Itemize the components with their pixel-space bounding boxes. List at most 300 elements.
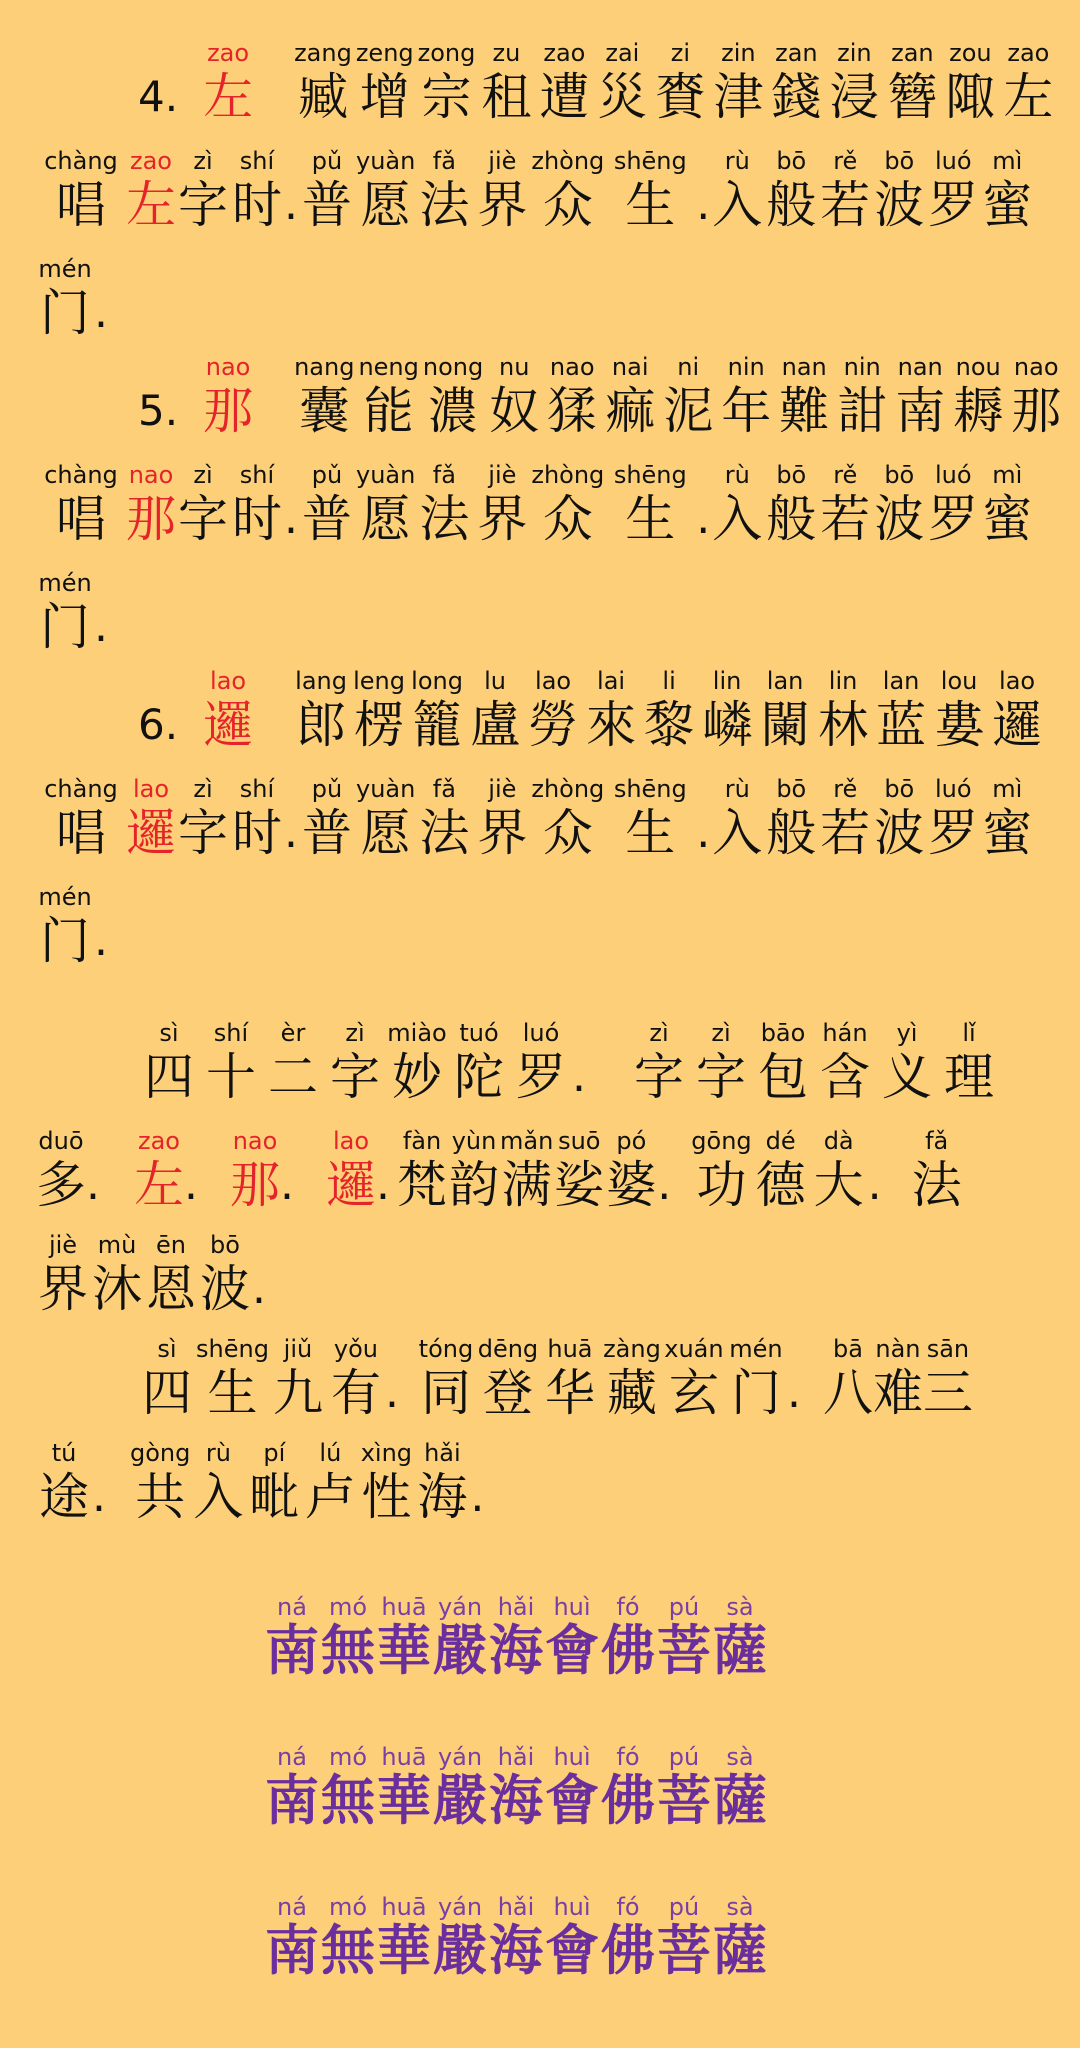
character-cell [893,352,947,440]
pinyin-annotation: mǎn [500,1127,554,1155]
pinyin-annotation: pǔ [311,147,343,175]
pinyin-annotation: zong [417,39,476,67]
punctuation-dot [696,804,710,862]
hanzi-character: 會 [545,1769,599,1832]
verse-line [36,460,1034,548]
hanzi-character: 痲 [605,382,656,440]
pinyin-annotation: shēng [613,461,687,489]
character-cell [605,1126,657,1214]
pinyin-annotation: lan [766,667,804,695]
character-cell [872,146,926,234]
hanzi-character: 蜜 [982,176,1033,234]
punctuation-dot [376,1156,390,1214]
character-cell [710,146,764,234]
character-cell [356,774,415,862]
pinyin-annotation: luó [935,147,972,175]
pinyin-annotation: huā [547,1335,593,1363]
pinyin-annotation: lang [295,667,347,695]
character-cell [926,460,980,548]
pinyin-annotation: zao [1007,39,1050,67]
hanzi-character: 嚴 [433,1919,487,1982]
dot-text: . [867,1159,882,1210]
character-cell [356,460,415,548]
pinyin-annotation: sì [159,1019,179,1047]
pinyin-annotation: lao [332,1127,370,1155]
character-cell [432,1592,488,1680]
hanzi-character: 猱 [547,382,598,440]
pinyin-annotation: sì [157,1335,177,1363]
punctuation-dot [696,176,710,234]
character-cell [600,1892,656,1980]
highlight-character [134,1126,184,1214]
pinyin-annotation: shēng [196,1335,269,1363]
character-cell [604,146,696,234]
hanzi-character: 界 [38,1260,88,1318]
hanzi-character: 嚴 [433,1769,487,1832]
character-cell [656,1742,712,1830]
hanzi-character: 奴 [489,382,540,440]
pinyin-annotation: nin [727,353,765,381]
hanzi-character: 婁 [934,696,985,754]
character-cell [752,1018,814,1106]
pinyin-annotation: li [662,667,676,695]
character-cell [600,1742,656,1830]
verse-line [36,774,1034,862]
pinyin-annotation: xuán [664,1335,724,1363]
pinyin-annotation: duō [38,1127,84,1155]
highlight-character [126,774,176,862]
character-cell [264,1592,320,1680]
character-cell [544,1892,600,1980]
pinyin-annotation: nu [499,353,530,381]
hanzi-character: 入 [712,490,763,548]
pinyin-annotation: yì [896,1019,918,1047]
character-cell [488,1892,544,1980]
character-cell [130,1438,190,1526]
hanzi-character: 愿 [360,490,411,548]
character-cell [764,774,818,862]
pinyin-annotation: mó [328,1743,368,1771]
pinyin-annotation: lao [210,667,247,695]
pinyin-annotation: nàn [875,1335,921,1363]
character-cell [396,1126,448,1214]
hanzi-character: 宗 [421,68,472,126]
pinyin-annotation: nao [128,461,174,489]
character-cell [653,38,707,126]
hanzi-character: 波 [874,490,925,548]
character-cell [873,1334,923,1422]
character-cell [200,1018,262,1106]
pinyin-annotation: zao [207,39,250,67]
hanzi-character: 途 [39,1468,89,1526]
pinyin-annotation: zang [294,39,352,67]
hanzi-character: 林 [818,696,869,754]
character-cell [90,1230,144,1318]
character-cell [264,1892,320,1980]
namo-invocation-line [264,1742,768,1830]
hanzi-character: 南 [265,1769,319,1832]
pinyin-annotation: lin [712,667,742,695]
section-number [138,696,178,754]
character-cell [932,666,986,754]
character-cell [923,1334,973,1422]
pinyin-annotation: lin [828,667,858,695]
pinyin-annotation: mì [992,461,1023,489]
verse-line [36,568,108,656]
hanzi-character: 年 [721,382,772,440]
character-cell [376,1742,432,1830]
section-number [138,68,178,126]
character-cell [926,774,980,862]
hanzi-character: 遭 [539,68,590,126]
hanzi-character: 生 [625,804,676,862]
hanzi-character: 难 [872,1364,923,1422]
hanzi-character: 般 [766,176,817,234]
hanzi-character: 薩 [713,1769,767,1832]
character-cell [553,1126,605,1214]
character-cell [477,1334,539,1422]
character-cell [138,1018,200,1106]
character-cell [473,146,531,234]
hanzi-character: 蜜 [982,804,1033,862]
character-cell [526,666,580,754]
hanzi-character: 闌 [760,696,811,754]
character-cell [874,666,928,754]
dot-text: . [786,1367,801,1418]
dot-text: . [92,1471,106,1522]
hanzi-character: 華 [377,1919,431,1982]
pinyin-annotation: lú [319,1439,342,1467]
namo-invocation-line [264,1892,768,1980]
pinyin-annotation: fǎ [432,461,456,489]
character-cell [531,774,604,862]
verse-line [36,1126,966,1214]
verse-line [138,352,1063,440]
verse-line [138,1018,1000,1106]
pinyin-annotation: zàng [603,1335,661,1363]
highlight-character [126,460,176,548]
pinyin-annotation: luó [935,775,972,803]
hanzi-character: 唱 [56,804,106,862]
character-cell [710,774,764,862]
pinyin-annotation: chàng [44,775,118,803]
hanzi-character: 愿 [360,176,411,234]
hanzi-character: 生 [207,1364,258,1422]
hanzi-character: 菩 [657,1769,711,1832]
punctuation-dot [657,1156,671,1214]
character-cell [758,666,812,754]
hanzi-character: 八 [822,1364,873,1422]
punctuation-dot [696,490,710,548]
character-cell [36,254,94,342]
hanzi-character: 海 [489,1619,543,1682]
character-cell [302,1438,358,1526]
hanzi-character: 佛 [601,1769,655,1832]
hanzi-character: 婆 [606,1156,657,1214]
character-cell [885,38,939,126]
character-cell [691,1126,751,1214]
hanzi-character: 唱 [56,490,106,548]
pinyin-annotation: gōng [691,1127,752,1155]
highlight-character [192,38,264,126]
character-cell [926,146,980,234]
character-cell [661,352,715,440]
pinyin-annotation: leng [353,667,406,695]
pinyin-annotation: zan [891,39,934,67]
hanzi-character: 同 [420,1364,471,1422]
hanzi-character: 唱 [56,176,106,234]
pinyin-annotation: nao [1013,353,1059,381]
pinyin-annotation: zhòng [531,461,605,489]
character-cell [712,1892,768,1980]
character-cell [468,666,522,754]
hanzi-character: 無 [321,1919,375,1982]
character-cell [298,460,356,548]
pinyin-annotation: bō [884,775,915,803]
hanzi-character: 難 [779,382,830,440]
hanzi-character: 蜜 [982,490,1033,548]
hanzi-character: 錢 [771,68,822,126]
hanzi-character: 華 [377,1619,431,1682]
pinyin-annotation: hǎi [497,1593,535,1621]
hanzi-character: 無 [321,1769,375,1832]
pinyin-annotation: hǎi [497,1893,535,1921]
pinyin-annotation: pó [616,1127,647,1155]
character-cell [980,460,1034,548]
pinyin-annotation: zhòng [531,147,605,175]
pinyin-annotation: rù [724,461,750,489]
character-cell [176,460,230,548]
hanzi-character: 入 [193,1468,244,1526]
hanzi-character: 華 [377,1769,431,1832]
pinyin-annotation: fó [616,1893,640,1921]
character-cell [584,666,638,754]
verse-line [36,254,108,342]
character-cell [544,1742,600,1830]
pinyin-annotation: dēng [477,1335,539,1363]
pinyin-annotation: yán [437,1593,483,1621]
hanzi-character: 众 [542,176,593,234]
character-cell [324,1018,386,1106]
dot-text: . [284,179,298,230]
punctuation-dot [184,1156,198,1214]
hanzi-character: 四 [142,1364,192,1422]
section-number [138,382,178,440]
pinyin-annotation: fǎ [925,1127,949,1155]
pinyin-annotation: mù [97,1231,137,1259]
pinyin-annotation: jiè [488,461,517,489]
character-cell [36,568,94,656]
hanzi-character: 有 [330,1364,381,1422]
character-cell [376,1892,432,1980]
pinyin-annotation: lao [535,667,572,695]
character-cell [298,774,356,862]
verse-line [138,38,1055,126]
character-cell [908,1126,966,1214]
hanzi-character: 四 [144,1048,194,1106]
pinyin-annotation: lu [484,667,507,695]
hanzi-character: 濃 [428,382,479,440]
pinyin-annotation: zì [345,1019,365,1047]
pinyin-annotation: fó [616,1593,640,1621]
hanzi-character: 那 [1011,382,1062,440]
hanzi-character: 南 [895,382,946,440]
pinyin-annotation: long [411,667,463,695]
dot-text: . [86,1159,100,1210]
pinyin-annotation: shí [239,461,275,489]
hanzi-character: 浸 [829,68,880,126]
hanzi-character: 般 [766,804,817,862]
character-cell [294,38,352,126]
hanzi-character: 那 [126,490,176,548]
namo-invocation-line [264,1592,768,1680]
pinyin-annotation: lǐ [962,1019,976,1047]
pinyin-annotation: neng [358,353,419,381]
pinyin-annotation: nao [205,353,251,381]
hanzi-character: 娑 [554,1156,605,1214]
pinyin-annotation: jiè [48,1231,78,1259]
dot-text: . [572,1051,586,1102]
hanzi-character: 毗 [249,1468,300,1526]
hanzi-character: 波 [874,176,925,234]
character-cell [814,1018,876,1106]
hanzi-character: 字 [330,1048,380,1106]
pinyin-annotation: nao [232,1127,278,1155]
hanzi-character: 薩 [713,1919,767,1982]
hanzi-character: 普 [302,804,352,862]
pinyin-annotation: nan [897,353,943,381]
character-cell [539,1334,601,1422]
pinyin-annotation: yuàn [356,147,416,175]
dot-text: . [470,1471,485,1522]
pinyin-annotation: ēn [156,1231,186,1259]
pinyin-annotation: yán [437,1743,483,1771]
hanzi-character: 那 [230,1156,280,1214]
hanzi-character: 妙 [392,1048,442,1106]
pinyin-annotation: dé [765,1127,796,1155]
hanzi-character: 普 [302,176,352,234]
hanzi-character: 字 [178,490,228,548]
pinyin-annotation: lao [999,667,1036,695]
pinyin-annotation: miào [387,1019,447,1047]
hanzi-character: 津 [713,68,764,126]
hanzi-character: 邏 [126,804,176,862]
dot-text: . [384,1367,399,1418]
hanzi-character: 會 [545,1919,599,1982]
hanzi-character: 字 [696,1048,746,1106]
pinyin-annotation: shí [239,147,275,175]
hanzi-character: 波 [200,1260,250,1318]
pinyin-annotation: tóng [418,1335,474,1363]
pinyin-annotation: zin [837,39,872,67]
character-cell [835,352,889,440]
section-number-text: 6. [138,700,179,749]
hanzi-character: 臧 [297,68,348,126]
hanzi-character: 南 [265,1619,319,1682]
pinyin-annotation: zi [670,39,690,67]
hanzi-character: 门 [40,912,90,970]
hanzi-character: 左 [134,1156,184,1214]
character-cell [190,1438,246,1526]
character-cell [356,38,414,126]
hanzi-character: 众 [542,490,593,548]
character-cell [980,774,1034,862]
character-cell [138,1334,196,1422]
character-cell [320,1592,376,1680]
hanzi-character: 簪 [887,68,938,126]
character-cell [663,1334,725,1422]
pinyin-annotation: zai [605,39,640,67]
hanzi-character: 字 [178,804,228,862]
character-cell [36,146,126,234]
hanzi-character: 时 [232,490,282,548]
hanzi-character: 时 [232,176,282,234]
character-cell [510,1018,572,1106]
character-cell [320,1742,376,1830]
hanzi-character: 左 [203,68,254,126]
character-cell [144,1230,198,1318]
character-cell [725,1334,787,1422]
character-cell [479,38,533,126]
character-cell [415,460,473,548]
character-cell [36,774,126,862]
pinyin-annotation: gòng [130,1439,191,1467]
hanzi-character: 災 [597,68,648,126]
character-cell [358,1438,414,1526]
pinyin-annotation: nan [781,353,827,381]
dot-text: . [184,1159,198,1210]
character-cell [358,352,418,440]
dot-text: . [376,1159,390,1210]
verse-line [36,1438,484,1526]
hanzi-character: 罗 [928,490,979,548]
pinyin-annotation: jiè [488,147,517,175]
pinyin-annotation: zan [775,39,818,67]
hanzi-character: 法 [911,1156,962,1214]
hanzi-character: 薩 [713,1619,767,1682]
pinyin-annotation: shí [213,1019,249,1047]
character-cell [601,1334,663,1422]
pinyin-annotation: pí [263,1439,286,1467]
hanzi-character: 詌 [837,382,888,440]
pinyin-annotation: fǎ [432,775,456,803]
hanzi-character: 增 [359,68,410,126]
punctuation-dot [92,1468,106,1526]
dot-text: . [696,179,711,230]
pinyin-annotation: bō [884,461,915,489]
hanzi-character: 界 [477,176,528,234]
pinyin-annotation: èr [280,1019,306,1047]
verse-line [36,1230,266,1318]
pinyin-annotation: zin [721,39,756,67]
character-cell [872,774,926,862]
character-cell [414,1438,470,1526]
hanzi-character: 理 [944,1048,994,1106]
pinyin-annotation: pú [668,1593,700,1621]
pinyin-annotation: shí [239,775,275,803]
character-cell [700,666,754,754]
character-cell [294,666,348,754]
punctuation-dot [284,176,298,234]
character-cell [432,1742,488,1830]
hanzi-character: 众 [542,804,593,862]
verse-line [138,1334,973,1422]
character-cell [410,666,464,754]
character-cell [600,1592,656,1680]
punctuation-dot [470,1468,484,1526]
hanzi-character: 功 [696,1156,747,1214]
dot-text: . [657,1159,672,1210]
